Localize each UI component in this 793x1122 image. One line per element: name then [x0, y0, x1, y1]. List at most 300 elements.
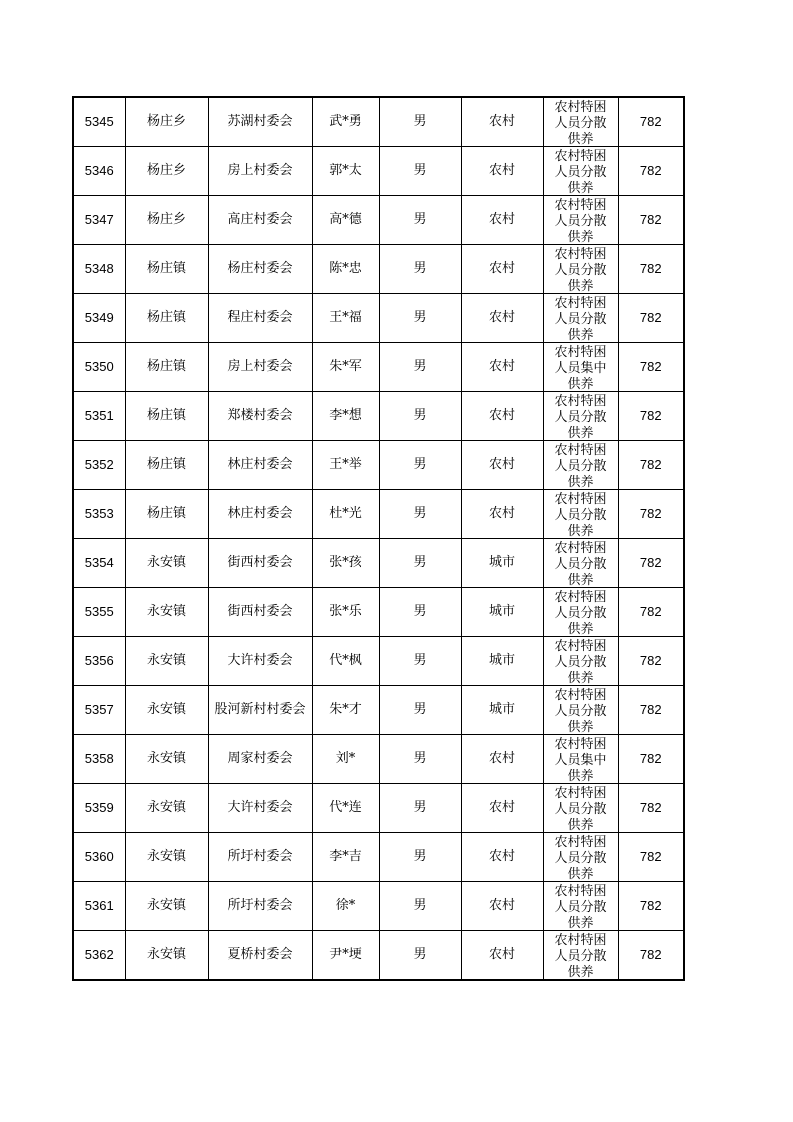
cell-gender-text: 男: [413, 212, 427, 227]
cell-gender: [379, 441, 461, 490]
type-text: 农村特困人员分散供养: [554, 933, 607, 979]
cell-id: [73, 245, 125, 294]
type-text-wrap: [544, 735, 618, 783]
cell-village-text: 杨庄村委会: [227, 261, 293, 276]
cell-area-text: 农村: [488, 261, 515, 276]
cell-village: [208, 833, 312, 882]
type-text: 农村特困人员集中供养: [554, 345, 607, 391]
cell-name-text: 张*乐: [329, 604, 362, 619]
cell-id-text: 5357: [84, 702, 114, 717]
cell-gender: [379, 784, 461, 833]
cell-name: [312, 392, 379, 441]
cell-village: [208, 490, 312, 539]
cell-area-text: 农村: [488, 359, 515, 374]
cell-name-text: 武*勇: [329, 114, 362, 129]
cell-area: [461, 490, 543, 539]
cell-town-text: 永安镇: [146, 947, 186, 962]
cell-amount: [618, 637, 684, 686]
cell-village-text: 高庄村委会: [227, 212, 293, 227]
cell-name: [312, 686, 379, 735]
cell-area-text: 农村: [488, 163, 515, 178]
cell-town-text: 永安镇: [146, 849, 186, 864]
type-text-wrap: [544, 931, 618, 979]
cell-village-text: 街西村委会: [227, 555, 293, 570]
cell-id-text: 5348: [84, 261, 114, 276]
cell-type: [543, 539, 618, 588]
table-row: [73, 441, 684, 490]
cell-town-text: 永安镇: [146, 555, 186, 570]
cell-area-text: 城市: [488, 604, 515, 619]
cell-id-text: 5354: [84, 555, 114, 570]
cell-town: [125, 931, 208, 981]
cell-id: [73, 196, 125, 245]
cell-name-text: 代*连: [329, 800, 362, 815]
cell-name: [312, 294, 379, 343]
cell-village-text: 苏湖村委会: [227, 114, 293, 129]
cell-type: [543, 343, 618, 392]
cell-village-text: 所圩村委会: [227, 898, 293, 913]
cell-gender-text: 男: [413, 310, 427, 325]
cell-town: [125, 833, 208, 882]
cell-name-text: 李*想: [329, 408, 362, 423]
cell-name-text: 朱*才: [329, 702, 362, 717]
cell-amount-text: 782: [639, 457, 662, 472]
cell-town: [125, 147, 208, 196]
cell-town-text: 杨庄镇: [146, 359, 186, 374]
cell-name: [312, 490, 379, 539]
type-text: 农村特困人员分散供养: [554, 835, 607, 881]
cell-id-text: 5347: [84, 212, 114, 227]
cell-area-text: 农村: [488, 751, 515, 766]
cell-amount: [618, 588, 684, 637]
cell-town: [125, 735, 208, 784]
cell-gender-text: 男: [413, 408, 427, 423]
cell-town-text: 杨庄镇: [146, 408, 186, 423]
type-text-wrap: [544, 196, 618, 244]
cell-town: [125, 294, 208, 343]
cell-id: [73, 735, 125, 784]
cell-area: [461, 196, 543, 245]
cell-amount-text: 782: [639, 359, 662, 374]
cell-type: [543, 441, 618, 490]
cell-town: [125, 490, 208, 539]
cell-type: [543, 686, 618, 735]
cell-area: [461, 539, 543, 588]
cell-id-text: 5362: [84, 947, 114, 962]
cell-id: [73, 343, 125, 392]
cell-village: [208, 784, 312, 833]
cell-gender-text: 男: [413, 653, 427, 668]
cell-town: [125, 441, 208, 490]
cell-village: [208, 735, 312, 784]
cell-village: [208, 686, 312, 735]
cell-name: [312, 784, 379, 833]
cell-amount: [618, 441, 684, 490]
cell-name-text: 代*枫: [329, 653, 362, 668]
cell-area-text: 农村: [488, 506, 515, 521]
type-text: 农村特困人员分散供养: [554, 394, 607, 440]
cell-village-text: 房上村委会: [227, 359, 293, 374]
cell-amount: [618, 931, 684, 981]
type-text: 农村特困人员分散供养: [554, 884, 607, 930]
cell-area: [461, 392, 543, 441]
cell-area: [461, 588, 543, 637]
cell-gender-text: 男: [413, 800, 427, 815]
cell-village-text: 周家村委会: [227, 751, 293, 766]
table-row: [73, 490, 684, 539]
cell-amount-text: 782: [639, 751, 662, 766]
cell-village: [208, 97, 312, 147]
cell-area-text: 农村: [488, 212, 515, 227]
cell-amount: [618, 97, 684, 147]
cell-amount: [618, 392, 684, 441]
cell-name: [312, 882, 379, 931]
cell-name: [312, 588, 379, 637]
cell-amount: [618, 686, 684, 735]
cell-type: [543, 784, 618, 833]
cell-amount-text: 782: [639, 702, 662, 717]
cell-amount-text: 782: [639, 604, 662, 619]
cell-amount-text: 782: [639, 114, 662, 129]
cell-name: [312, 833, 379, 882]
cell-area: [461, 882, 543, 931]
cell-gender-text: 男: [413, 506, 427, 521]
cell-area-text: 城市: [488, 702, 515, 717]
cell-town-text: 永安镇: [146, 604, 186, 619]
cell-area: [461, 784, 543, 833]
cell-amount-text: 782: [639, 800, 662, 815]
cell-id-text: 5346: [84, 163, 114, 178]
cell-gender-text: 男: [413, 751, 427, 766]
cell-town: [125, 392, 208, 441]
cell-area-text: 城市: [488, 555, 515, 570]
cell-village-text: 所圩村委会: [227, 849, 293, 864]
cell-town: [125, 882, 208, 931]
cell-village-text: 夏桥村委会: [227, 947, 293, 962]
cell-id-text: 5349: [84, 310, 114, 325]
cell-id: [73, 539, 125, 588]
type-text: 农村特困人员分散供养: [554, 492, 607, 538]
cell-town: [125, 686, 208, 735]
type-text: 农村特困人员分散供养: [554, 786, 607, 832]
cell-amount-text: 782: [639, 947, 662, 962]
cell-id: [73, 882, 125, 931]
table-body: [73, 97, 684, 980]
cell-gender-text: 男: [413, 261, 427, 276]
cell-id-text: 5353: [84, 506, 114, 521]
table-row: [73, 833, 684, 882]
cell-id: [73, 441, 125, 490]
type-text: 农村特困人员分散供养: [554, 247, 607, 293]
cell-type: [543, 97, 618, 147]
cell-gender: [379, 196, 461, 245]
type-text: 农村特困人员分散供养: [554, 639, 607, 685]
cell-village-text: 股河新村村委会: [214, 702, 306, 717]
cell-name: [312, 637, 379, 686]
table-row: [73, 784, 684, 833]
cell-gender-text: 男: [413, 702, 427, 717]
cell-name-text: 刘*: [335, 751, 356, 766]
type-text: 农村特困人员分散供养: [554, 149, 607, 195]
cell-village-text: 林庄村委会: [227, 506, 293, 521]
cell-name: [312, 931, 379, 981]
cell-amount: [618, 294, 684, 343]
cell-gender: [379, 735, 461, 784]
cell-town-text: 永安镇: [146, 751, 186, 766]
cell-id-text: 5345: [84, 114, 114, 129]
cell-id-text: 5361: [84, 898, 114, 913]
cell-town-text: 永安镇: [146, 898, 186, 913]
cell-area: [461, 97, 543, 147]
cell-amount: [618, 735, 684, 784]
cell-type: [543, 931, 618, 981]
cell-name: [312, 735, 379, 784]
cell-town: [125, 588, 208, 637]
cell-name-text: 王*举: [329, 457, 362, 472]
table-row: [73, 245, 684, 294]
cell-amount: [618, 147, 684, 196]
cell-gender-text: 男: [413, 359, 427, 374]
cell-area-text: 农村: [488, 310, 515, 325]
cell-gender-text: 男: [413, 555, 427, 570]
type-text-wrap: [544, 343, 618, 391]
cell-area-text: 农村: [488, 849, 515, 864]
type-text-wrap: [544, 392, 618, 440]
type-text-wrap: [544, 833, 618, 881]
cell-type: [543, 392, 618, 441]
cell-name-text: 尹*埂: [329, 947, 362, 962]
cell-village-text: 街西村委会: [227, 604, 293, 619]
cell-name: [312, 539, 379, 588]
type-text-wrap: [544, 98, 618, 146]
cell-type: [543, 735, 618, 784]
cell-village: [208, 637, 312, 686]
cell-gender: [379, 490, 461, 539]
cell-amount-text: 782: [639, 555, 662, 570]
cell-town: [125, 245, 208, 294]
cell-amount: [618, 539, 684, 588]
cell-area: [461, 245, 543, 294]
cell-amount-text: 782: [639, 898, 662, 913]
type-text: 农村特困人员分散供养: [554, 443, 607, 489]
cell-area-text: 城市: [488, 653, 515, 668]
table-row: [73, 637, 684, 686]
cell-area-text: 农村: [488, 947, 515, 962]
table-row: [73, 735, 684, 784]
cell-town: [125, 539, 208, 588]
cell-area: [461, 637, 543, 686]
cell-amount-text: 782: [639, 261, 662, 276]
cell-amount-text: 782: [639, 506, 662, 521]
table-row: [73, 196, 684, 245]
cell-id: [73, 784, 125, 833]
cell-town-text: 杨庄乡: [146, 163, 186, 178]
cell-gender: [379, 539, 461, 588]
cell-village: [208, 588, 312, 637]
cell-village-text: 郑楼村委会: [227, 408, 293, 423]
type-text: 农村特困人员集中供养: [554, 737, 607, 783]
cell-village-text: 林庄村委会: [227, 457, 293, 472]
cell-id-text: 5352: [84, 457, 114, 472]
type-text-wrap: [544, 245, 618, 293]
type-text-wrap: [544, 294, 618, 342]
cell-town-text: 永安镇: [146, 653, 186, 668]
cell-gender: [379, 147, 461, 196]
cell-gender: [379, 343, 461, 392]
cell-amount-text: 782: [639, 849, 662, 864]
cell-name: [312, 196, 379, 245]
table-row: [73, 294, 684, 343]
cell-amount: [618, 343, 684, 392]
table-row: [73, 882, 684, 931]
cell-town-text: 永安镇: [146, 702, 186, 717]
cell-amount: [618, 882, 684, 931]
type-text: 农村特困人员分散供养: [554, 590, 607, 636]
cell-gender: [379, 833, 461, 882]
cell-amount-text: 782: [639, 408, 662, 423]
cell-type: [543, 147, 618, 196]
table-row: [73, 931, 684, 981]
cell-id: [73, 931, 125, 981]
type-text-wrap: [544, 686, 618, 734]
type-text: 农村特困人员分散供养: [554, 296, 607, 342]
cell-town-text: 杨庄镇: [146, 506, 186, 521]
cell-town-text: 杨庄镇: [146, 310, 186, 325]
type-text-wrap: [544, 784, 618, 832]
cell-area: [461, 833, 543, 882]
cell-area-text: 农村: [488, 408, 515, 423]
cell-name-text: 徐*: [335, 898, 356, 913]
cell-type: [543, 196, 618, 245]
cell-village-text: 大许村委会: [227, 653, 293, 668]
cell-gender: [379, 637, 461, 686]
cell-town: [125, 784, 208, 833]
table-row: [73, 343, 684, 392]
cell-gender: [379, 686, 461, 735]
type-text-wrap: [544, 539, 618, 587]
cell-town-text: 杨庄乡: [146, 114, 186, 129]
cell-village: [208, 441, 312, 490]
cell-amount-text: 782: [639, 653, 662, 668]
cell-village: [208, 882, 312, 931]
cell-name: [312, 441, 379, 490]
cell-name-text: 李*吉: [329, 849, 362, 864]
type-text-wrap: [544, 882, 618, 930]
cell-id-text: 5351: [84, 408, 114, 423]
cell-name-text: 王*福: [329, 310, 362, 325]
cell-id-text: 5350: [84, 359, 114, 374]
cell-gender: [379, 97, 461, 147]
cell-type: [543, 637, 618, 686]
table-row: [73, 97, 684, 147]
cell-amount: [618, 196, 684, 245]
cell-gender: [379, 245, 461, 294]
cell-name-text: 陈*忠: [329, 261, 362, 276]
cell-type: [543, 245, 618, 294]
cell-name: [312, 147, 379, 196]
cell-village: [208, 392, 312, 441]
cell-id: [73, 637, 125, 686]
cell-gender: [379, 294, 461, 343]
cell-town: [125, 343, 208, 392]
cell-gender-text: 男: [413, 114, 427, 129]
type-text-wrap: [544, 490, 618, 538]
cell-type: [543, 490, 618, 539]
cell-name-text: 张*孩: [329, 555, 362, 570]
cell-type: [543, 833, 618, 882]
cell-name-text: 朱*军: [329, 359, 362, 374]
cell-gender-text: 男: [413, 947, 427, 962]
type-text: 农村特困人员分散供养: [554, 688, 607, 734]
cell-name: [312, 343, 379, 392]
cell-id: [73, 147, 125, 196]
cell-name: [312, 245, 379, 294]
cell-id-text: 5359: [84, 800, 114, 815]
cell-village-text: 大许村委会: [227, 800, 293, 815]
cell-area-text: 农村: [488, 457, 515, 472]
cell-amount: [618, 784, 684, 833]
cell-gender-text: 男: [413, 849, 427, 864]
cell-town-text: 杨庄镇: [146, 457, 186, 472]
cell-id-text: 5355: [84, 604, 114, 619]
cell-town: [125, 97, 208, 147]
cell-id: [73, 490, 125, 539]
cell-village: [208, 196, 312, 245]
cell-name-text: 高*德: [329, 212, 362, 227]
type-text-wrap: [544, 147, 618, 195]
cell-area-text: 农村: [488, 898, 515, 913]
type-text-wrap: [544, 637, 618, 685]
cell-gender: [379, 882, 461, 931]
cell-area: [461, 147, 543, 196]
cell-village: [208, 539, 312, 588]
cell-amount-text: 782: [639, 163, 662, 178]
cell-amount-text: 782: [639, 310, 662, 325]
type-text: 农村特困人员分散供养: [554, 198, 607, 244]
table-row: [73, 686, 684, 735]
cell-id: [73, 97, 125, 147]
cell-town: [125, 196, 208, 245]
data-table: [72, 96, 685, 981]
cell-name-text: 郭*太: [329, 163, 362, 178]
cell-type: [543, 294, 618, 343]
cell-amount: [618, 245, 684, 294]
cell-village: [208, 147, 312, 196]
cell-area: [461, 686, 543, 735]
type-text: 农村特困人员分散供养: [554, 541, 607, 587]
cell-town-text: 杨庄镇: [146, 261, 186, 276]
cell-amount: [618, 833, 684, 882]
cell-gender-text: 男: [413, 898, 427, 913]
cell-gender-text: 男: [413, 604, 427, 619]
cell-amount: [618, 490, 684, 539]
cell-gender-text: 男: [413, 457, 427, 472]
cell-area: [461, 735, 543, 784]
cell-area-text: 农村: [488, 114, 515, 129]
cell-id: [73, 686, 125, 735]
cell-village: [208, 294, 312, 343]
cell-village-text: 程庄村委会: [227, 310, 293, 325]
cell-gender-text: 男: [413, 163, 427, 178]
cell-id-text: 5360: [84, 849, 114, 864]
cell-town-text: 杨庄乡: [146, 212, 186, 227]
cell-gender: [379, 588, 461, 637]
cell-village-text: 房上村委会: [227, 163, 293, 178]
table-row: [73, 392, 684, 441]
cell-type: [543, 588, 618, 637]
table-row: [73, 147, 684, 196]
type-text: 农村特困人员分散供养: [554, 100, 607, 146]
